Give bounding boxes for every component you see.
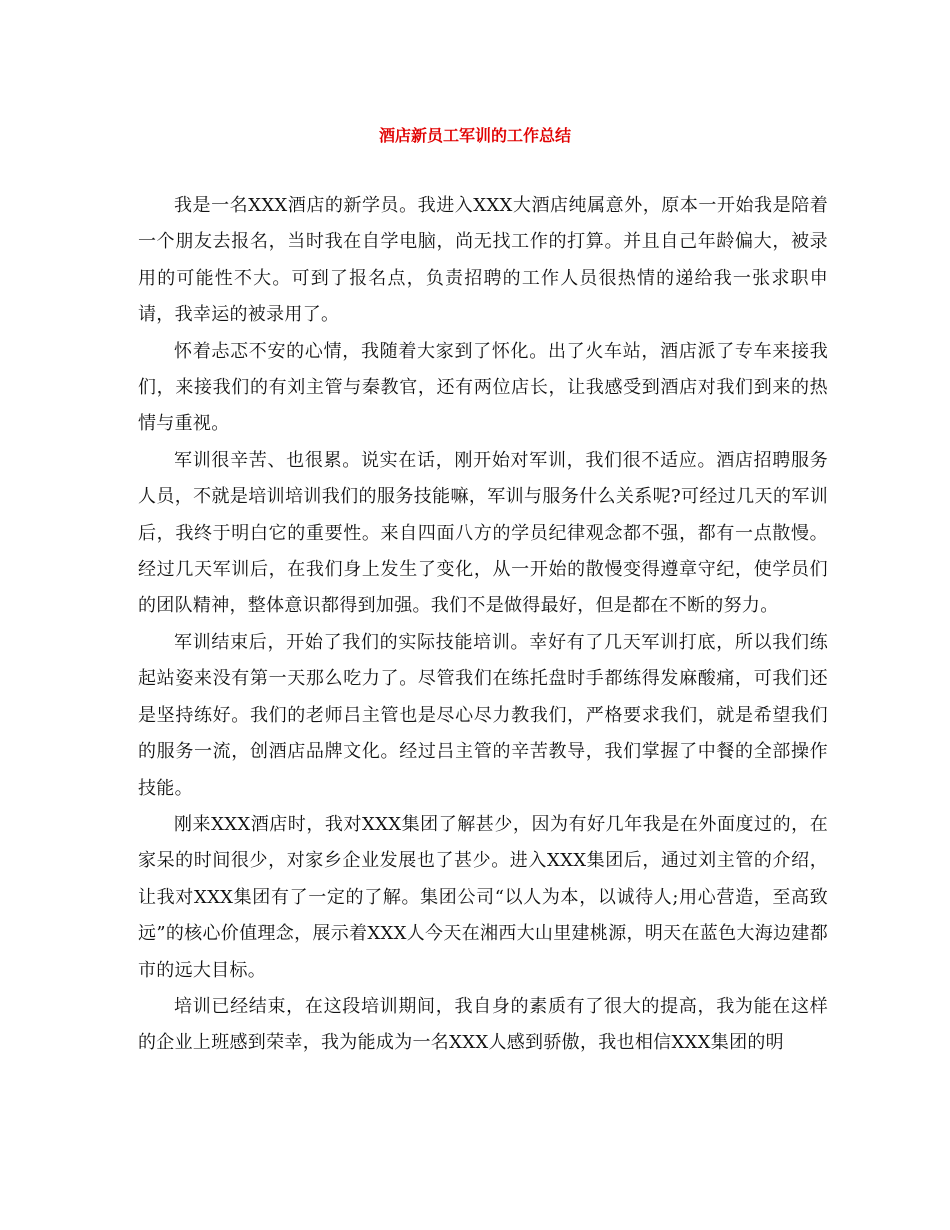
paragraph-6: 培训已经结束，在这段培训期间，我自身的素质有了很大的提高，我为能在这样的企业上班感到荣幸，我为能成为一名XXX人感到骄傲，我也相信XXX集团的明 — [138, 995, 828, 1054]
document-title: 酒店新员工军训的工作总结 — [378, 126, 571, 145]
paragraph-1: 我是一名XXX酒店的新学员。我进入XXX大酒店纯属意外，原本一开始我是陪着一个朋友去报名，当时我在自学电脑，尚无找工作的打算。并且自己年龄偏大，被录用的可能性不大。可到了报名点，负责招聘的工作人员很热情的递给我一张求职申请，我幸运的被录用了。 — [138, 195, 828, 326]
paragraph-5: 刚来XXX酒店时，我对XXX集团了解甚少，因为有好几年我是在外面度过的，在家呆的时间很少，对家乡企业发展也了甚少。进入XXX集团后，通过刘主管的介绍，让我对XXX集团有了一定的了解。集团公司“以人为本，以诚待人;用心营造，至高致远”的核心价值理念，展示着XXX人今天在湘西大山里建桃源，明天在蓝色大海边建都市的远大目标。 — [138, 813, 828, 981]
document-body — [138, 188, 828, 1062]
paragraph-4: 军训结束后，开始了我们的实际技能培训。幸好有了几天军训打底，所以我们练起站姿来没有第一天那么吃力了。尽管我们在练托盘时手都练得发麻酸痛，可我们还是坚持练好。我们的老师吕主管也是尽心尽力教我们，严格要求我们，就是希望我们的服务一流，创酒店品牌文化。经过吕主管的辛苦教导，我们掌握了中餐的全部操作技能。 — [138, 631, 828, 799]
paragraph-2: 怀着忐忑不安的心情，我随着大家到了怀化。出了火车站，酒店派了专车来接我们，来接我们的有刘主管与秦教官，还有两位店长，让我感受到酒店对我们到来的热情与重视。 — [138, 340, 828, 435]
paragraph-3: 军训很辛苦、也很累。说实在话，刚开始对军训，我们很不适应。酒店招聘服务人员，不就是培训培训我们的服务技能嘛，军训与服务什么关系呢?可经过几天的军训后，我终于明白它的重要性。来自四面八方的学员纪律观念都不强，都有一点散慢。经过几天军训后，在我们身上发生了变化，从一开始的散慢变得遵章守纪，使学员们的团队精神，整体意识都得到加强。我们不是做得最好，但是都在不断的努力。 — [138, 449, 828, 617]
